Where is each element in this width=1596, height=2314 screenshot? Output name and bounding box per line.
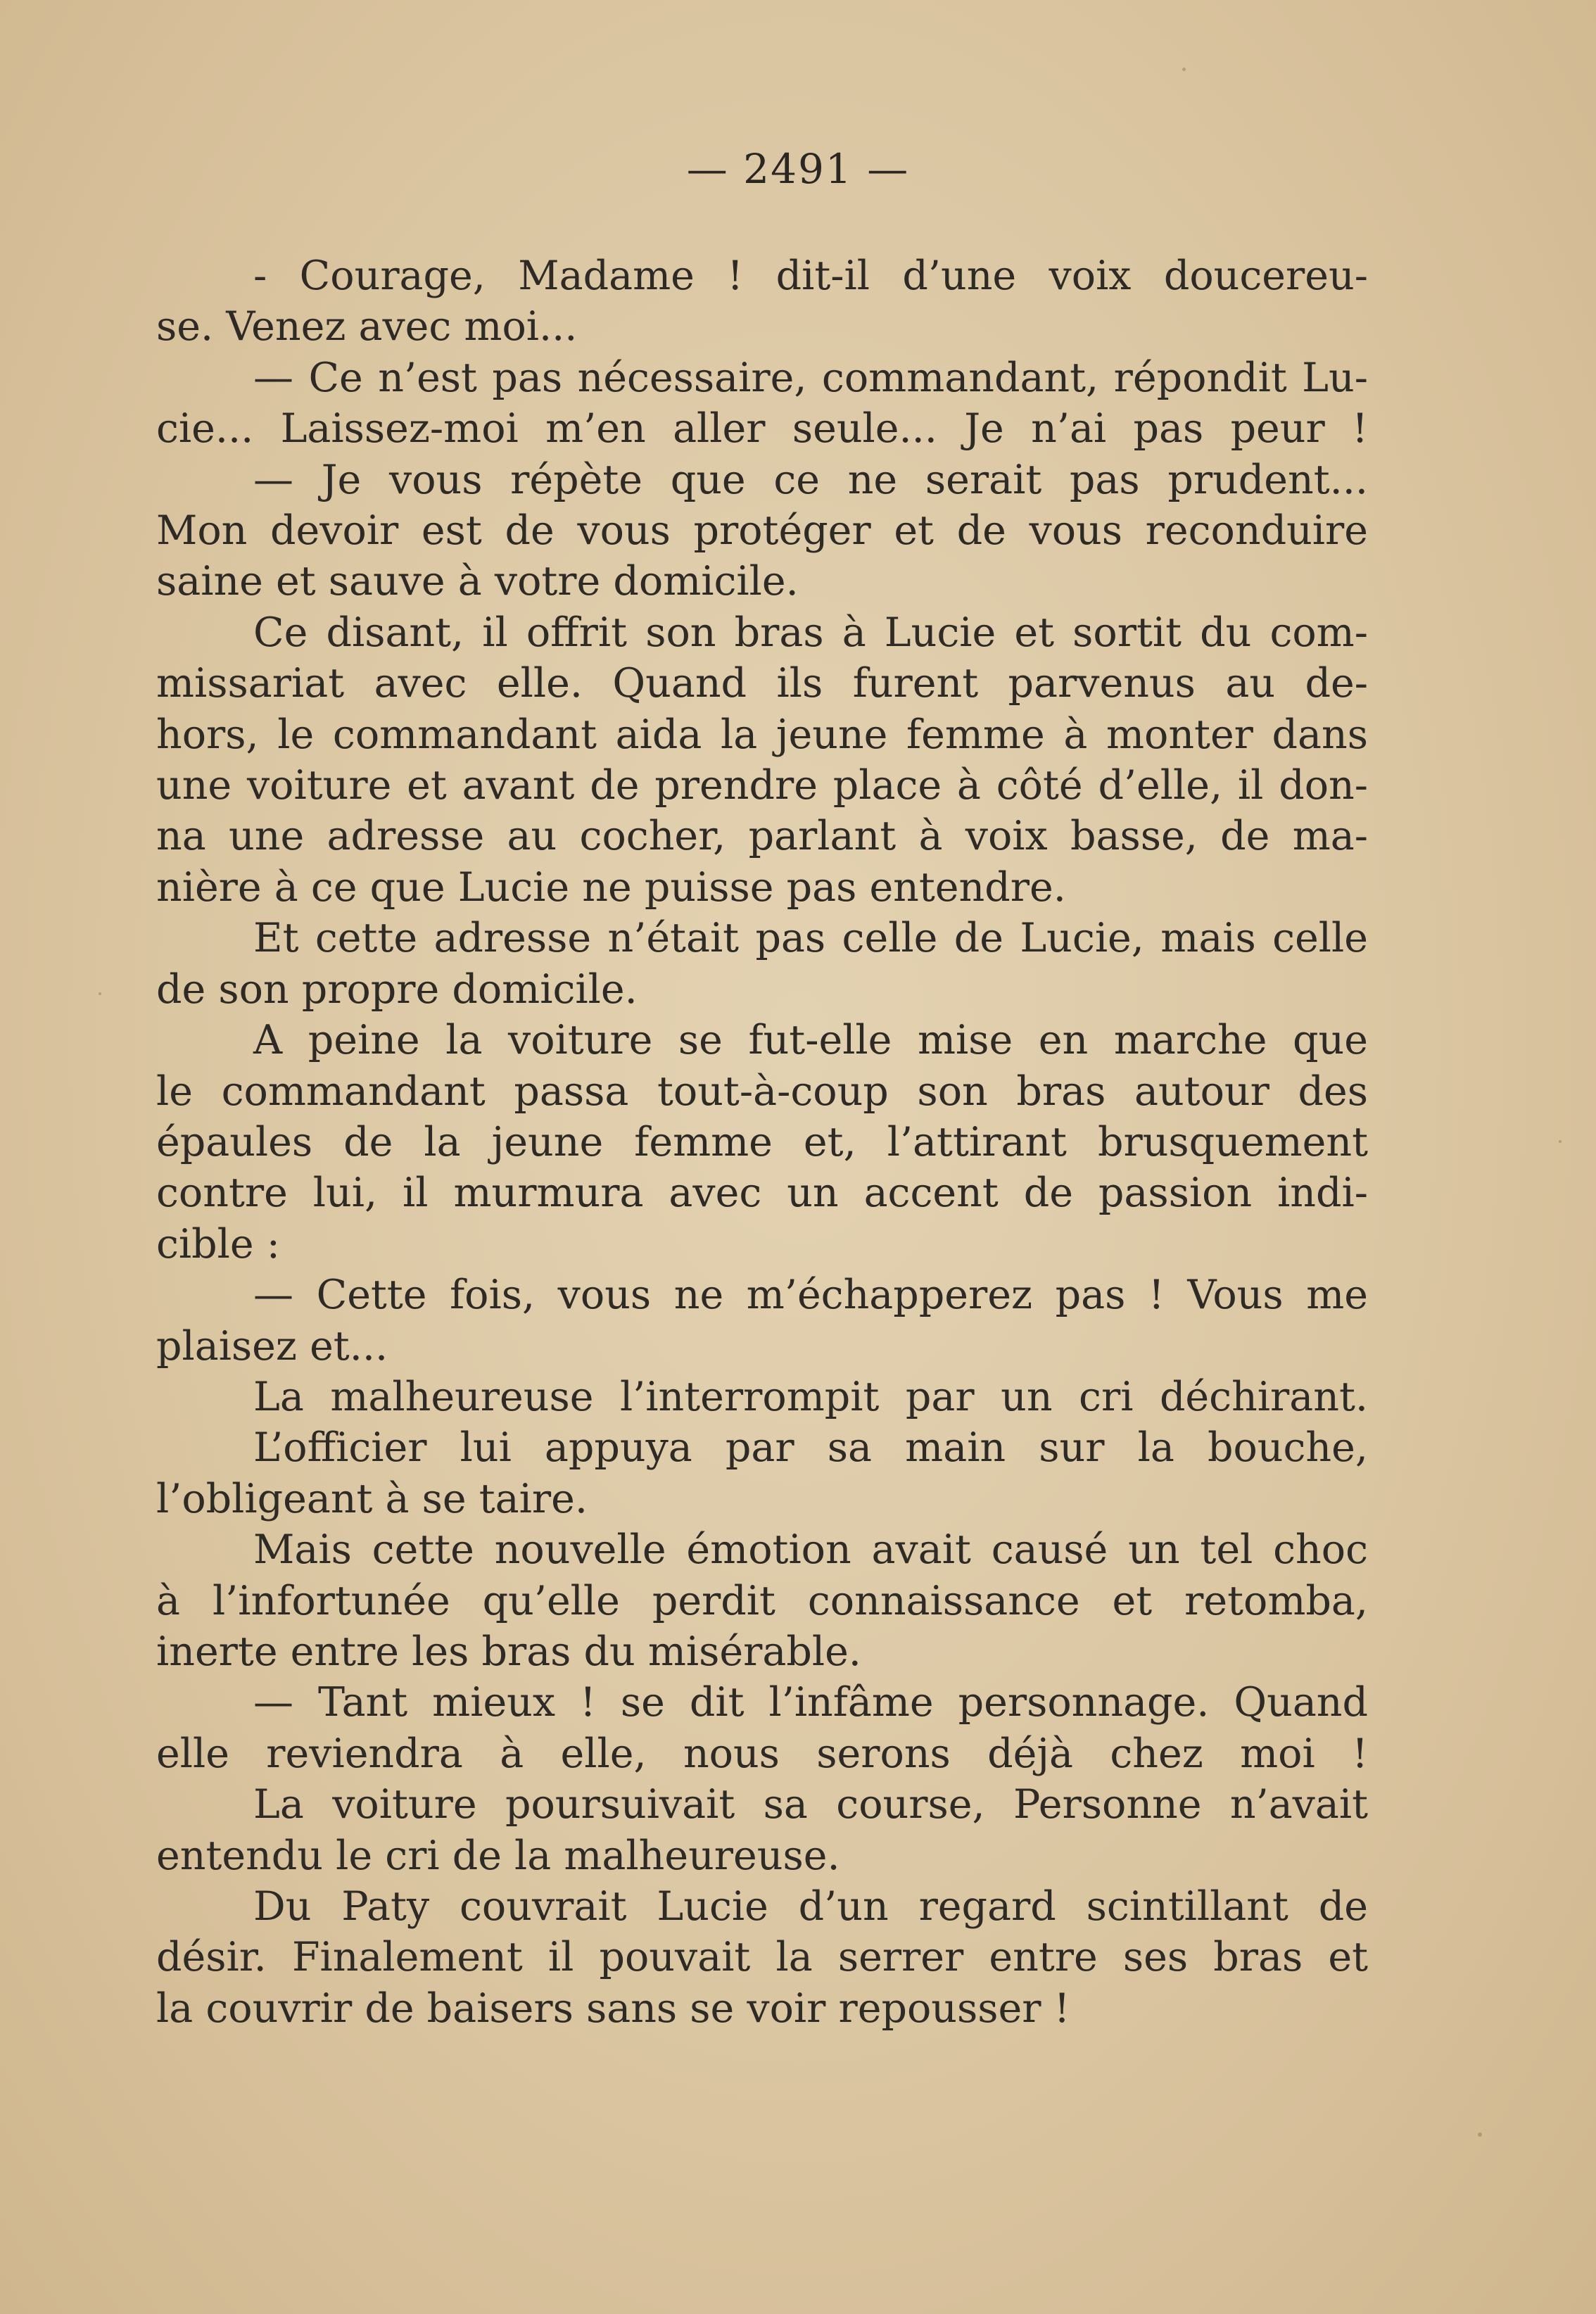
- paper-speck: [1478, 2132, 1482, 2137]
- paragraph: [156, 1372, 1368, 1422]
- paper-speck: [99, 992, 101, 995]
- text-line: — Ce n’est pas nécessaire, commandant, répondit Lu-: [253, 354, 1368, 401]
- text-line: La malheureuse l’interrompit par un cri déchirant.: [253, 1373, 1368, 1420]
- text-line: hors, le commandant aida la jeune femme à monter dans: [156, 711, 1368, 758]
- paragraph: [156, 1677, 1368, 1779]
- paragraph: [156, 251, 1368, 353]
- text-line: épaules de la jeune femme et, l’attirant brusquement: [156, 1118, 1368, 1165]
- text-line: saine et sauve à votre domicile.: [156, 558, 799, 605]
- paragraph: [156, 353, 1368, 455]
- paragraph: [156, 913, 1368, 1015]
- paragraph: [156, 1422, 1368, 1524]
- paragraph: [156, 1270, 1368, 1372]
- text-line: missariat avec elle. Quand ils furent parvenus au de-: [156, 660, 1368, 707]
- paragraph: [156, 1015, 1368, 1270]
- text-line: à l’infortunée qu’elle perdit connaissance et retomba,: [156, 1577, 1368, 1624]
- text-line: elle reviendra à elle, nous serons déjà chez moi !: [156, 1730, 1368, 1777]
- text-line: Du Paty couvrait Lucie d’un regard scintillant de: [253, 1883, 1368, 1930]
- text-line: Mon devoir est de vous protéger et de vous reconduire: [156, 507, 1368, 555]
- text-line: cie... Laissez-moi m’en aller seule... Je n’ai pas peur !: [156, 405, 1368, 453]
- body-text: [156, 251, 1368, 2034]
- text-line: - Courage, Madame ! dit-il d’une voix doucereu-: [253, 253, 1368, 299]
- text-line: cible :: [156, 1220, 280, 1267]
- paper-speck: [1182, 68, 1186, 71]
- text-line: contre lui, il murmura avec un accent de passion indi-: [156, 1170, 1368, 1217]
- text-line: La voiture poursuivait sa course, Personne n’avait: [253, 1781, 1368, 1828]
- paragraph: [156, 1881, 1368, 2034]
- text-line: — Cette fois, vous ne m’échapperez pas ! Vous me: [253, 1272, 1368, 1319]
- text-line: — Tant mieux ! se dit l’infâme personnage. Quand: [253, 1679, 1368, 1726]
- text-line: Et cette adresse n’était pas celle de Lucie, mais celle: [253, 915, 1368, 962]
- text-line: désir. Finalement il pouvait la serrer entre ses bras et: [156, 1934, 1368, 1981]
- text-line: l’obligeant à se taire.: [156, 1475, 588, 1522]
- paragraph: [156, 1524, 1368, 1677]
- text-line: une voiture et avant de prendre place à côté d’elle, il don-: [156, 762, 1368, 809]
- text-line: Mais cette nouvelle émotion avait causé un tel choc: [253, 1526, 1368, 1574]
- text-line: na une adresse au cocher, parlant à voix basse, de ma-: [156, 813, 1368, 860]
- text-line: le commandant passa tout-à-coup son bras autour des: [156, 1068, 1368, 1115]
- text-line: plaisez et...: [156, 1322, 388, 1370]
- text-line: nière à ce que Lucie ne puisse pas entendre.: [156, 864, 1066, 911]
- paper-speck: [1559, 1140, 1562, 1143]
- text-line: de son propre domicile.: [156, 966, 638, 1013]
- paragraph: [156, 607, 1368, 913]
- paragraph: [156, 1779, 1368, 1881]
- text-line: inerte entre les bras du misérable.: [156, 1628, 861, 1675]
- text-line: se. Venez avec moi...: [156, 303, 578, 350]
- page-number: — 2491 —: [686, 145, 910, 193]
- paragraph: [156, 455, 1368, 607]
- text-line: Ce disant, il offrit son bras à Lucie et sortit du com-: [253, 609, 1368, 656]
- text-line: la couvrir de baisers sans se voir repousser !: [156, 1985, 1070, 2032]
- text-line: L’officier lui appuya par sa main sur la bouche,: [253, 1424, 1368, 1472]
- text-line: A peine la voiture se fut-elle mise en marche que: [253, 1017, 1368, 1064]
- text-line: entendu le cri de la malheureuse.: [156, 1832, 840, 1879]
- text-line: — Je vous répète que ce ne serait pas prudent...: [253, 456, 1368, 503]
